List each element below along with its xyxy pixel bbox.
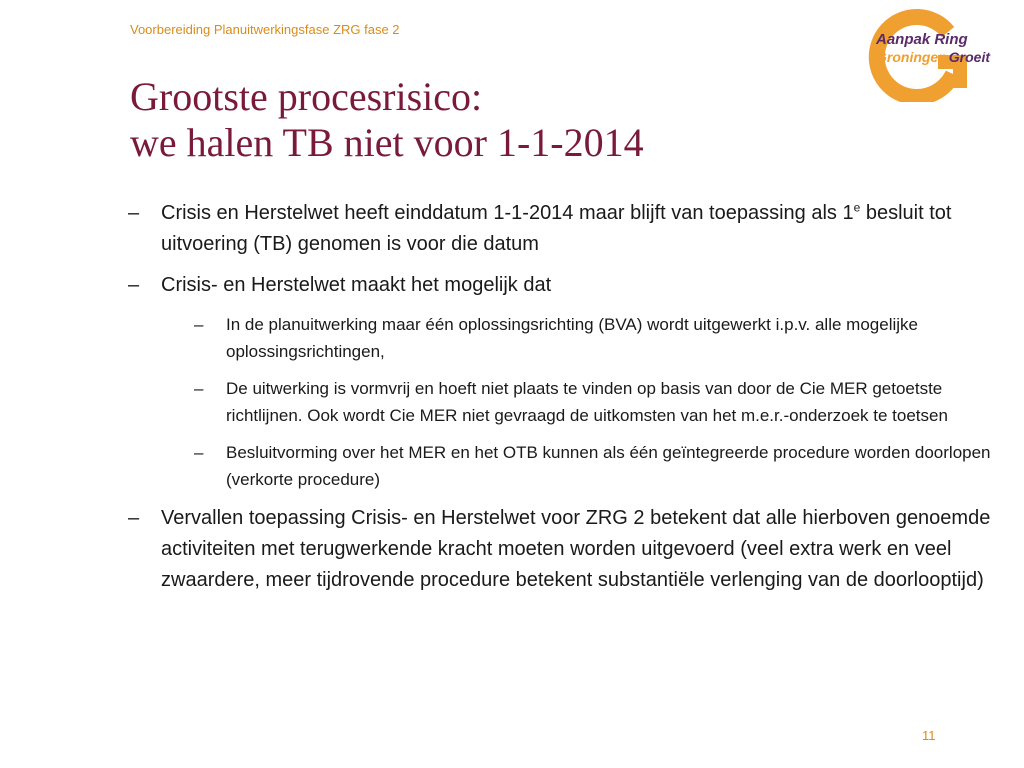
- slide-title: [130, 74, 850, 166]
- page-number: 11: [922, 728, 936, 743]
- bullet-dash: –: [128, 274, 140, 296]
- sub-bullet-dash: –: [194, 315, 204, 334]
- sub-bullet-item: [128, 311, 998, 365]
- header-text: Voorbereiding Planuitwerkingsfase ZRG fase 2: [130, 22, 400, 37]
- sub-bullet-text: De uitwerking is vormvrij en hoeft niet plaats te vinden op basis van door de Cie MER getoetste richtlijnen. Ook wordt Cie MER niet gevraagd de uitkomsten van het m.e.r.-onderzoek te toetsen: [226, 379, 948, 425]
- sub-bullet-dash: –: [194, 443, 204, 462]
- bullet-text: Vervallen toepassing Crisis- en Herstelwet voor ZRG 2 betekent dat alle hierboven genoemde activiteiten met terugwerkende kracht moeten worden uitgevoerd (veel extra werk en veel zwaardere, meer tijdrovende procedure betekent substantiële verlenging van de doorlooptijd): [161, 507, 991, 591]
- sub-bullet-item: [128, 375, 998, 429]
- bullet-text: Crisis- en Herstelwet maakt het mogelijk dat: [161, 274, 552, 296]
- bullet-item: [128, 270, 998, 301]
- bullet-item: [128, 198, 998, 260]
- bullet-item: [128, 503, 998, 596]
- bullet-dash: –: [128, 507, 140, 529]
- title-line1: Grootste procesrisico:: [130, 74, 483, 119]
- logo-line1: Aanpak Ring: [876, 31, 968, 48]
- aanpak-ring-logo: [848, 6, 1024, 102]
- bullet-text-cont: besluit tot uitvoering (TB) genomen is voor die datum: [161, 202, 952, 255]
- logo-line2a: Groningen: [876, 49, 947, 65]
- bullet-text: Crisis en Herstelwet heeft einddatum 1-1-2014 maar blijft van toepassing als 1: [161, 202, 854, 224]
- logo-line2: [876, 49, 991, 65]
- bullet-list: [128, 198, 998, 606]
- logo-graphic: [848, 6, 1024, 102]
- sub-bullet-text: Besluitvorming over het MER en het OTB kunnen als één geïntegreerde procedure worden doorlopen (verkorte procedure): [226, 443, 991, 489]
- sub-bullet-text: In de planuitwerking maar één oplossingsrichting (BVA) wordt uitgewerkt i.p.v. alle mogelijke oplossingsrichtingen,: [226, 315, 918, 361]
- bullet-dash: –: [128, 202, 140, 224]
- sub-bullet-item: [128, 439, 998, 493]
- bullet-superscript: e: [853, 200, 861, 215]
- sub-bullet-dash: –: [194, 379, 204, 398]
- title-line2: we halen TB niet voor 1-1-2014: [130, 120, 644, 165]
- logo-line2b: Groeit: [948, 49, 991, 65]
